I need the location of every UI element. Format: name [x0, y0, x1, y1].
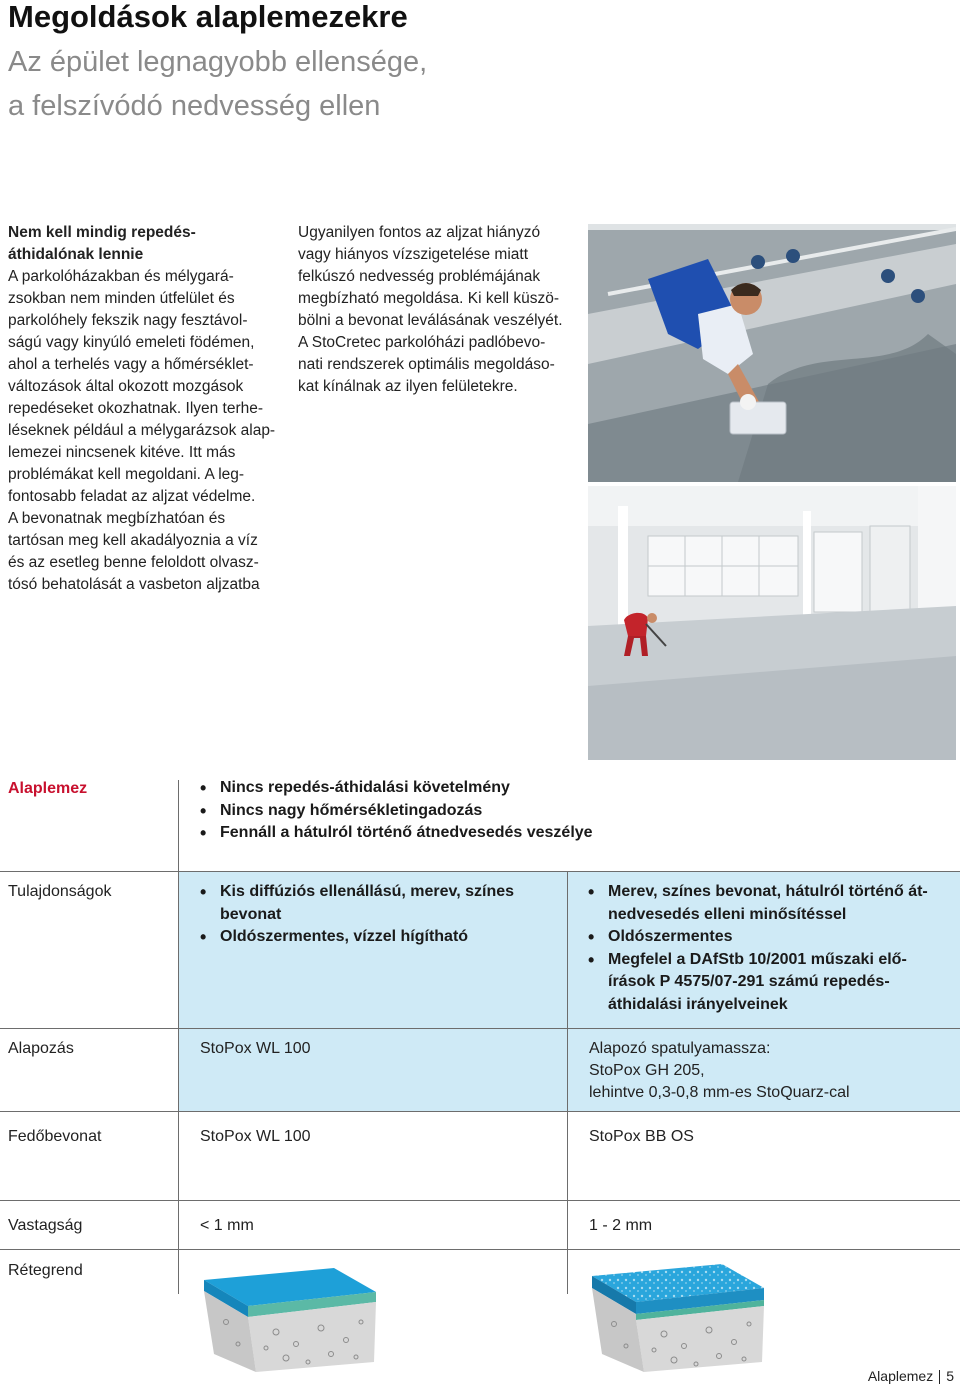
primer-col2-line1: Alapozó spatulyamassza: [589, 1040, 771, 1057]
row-label-vastagsag: Vastagság [8, 1217, 83, 1234]
photo-hall-floor-coating [588, 486, 956, 760]
layer-diagram-thin [196, 1262, 382, 1374]
list-item: • Megfelel a DAfStb 10/2001 műszaki elő- írások P 4575/07-291 számú repedés- áthidalási irányelveinek [586, 949, 958, 1017]
list-item: • Oldószermentes, vízzel hígítható [198, 926, 558, 949]
alaplemez-bullets [198, 777, 898, 845]
intro-right-text: Ugyanilyen fontos az aljzat hiányzó vagy hiányos vízszigetelése miatt felkúszó nedvesség problémájának megbízható megoldása. Ki kell küszö- bölni a bevonat leválásának veszélyét. A StoCretec parkolóházi padlóbevo- nati rendszerek optimális megoldáso- kat kínálnak az ilyen felületekre. [298, 224, 563, 395]
divider [0, 1249, 960, 1250]
photo-worker-drawing [588, 224, 956, 482]
page-footer [868, 1368, 954, 1384]
properties-col2-bullets [586, 881, 958, 1016]
column-divider [567, 872, 568, 1294]
layer-diagram-thick [584, 1262, 770, 1374]
list-item: • Oldószermentes [586, 926, 958, 949]
divider [0, 1111, 960, 1112]
page-subtitle-line-1: Az épület legnagyobb ellensége, [8, 46, 428, 78]
photo-worker-applying-coating [588, 224, 956, 482]
row-label-tulajdonsagok: Tulajdonságok [8, 883, 112, 900]
intro-lead-heading: Nem kell mindig repedés- áthidalónak lennie [8, 224, 196, 263]
primer-col1: StoPox WL 100 [200, 1040, 311, 1057]
intro-left-column [8, 222, 286, 596]
properties-col1-bullets [198, 881, 558, 949]
intro-right-column [298, 222, 580, 398]
list-item: • Kis diffúziós ellenállású, merev, színes bevonat [198, 881, 558, 926]
thickness-col2: 1 - 2 mm [589, 1217, 653, 1234]
intro-left-text: A parkolóházakban és mélygará- zsokban nem minden útfelület és parkolóhely fekszik nagy fesztávol- ságú vagy kinyúló emeleti födémen, ahol a terhelés vagy a hőmérséklet- változások által okozott mozgások repedéseket okozhatnak. Ilyen terhe- léseknek például a mélygarázsok alap- lemezei nincsenek kitéve. Itt más problémákat kell megoldani. A leg- fontosabb feladat az aljzat védelme. A bevonatnak megbízhatóan és tartósan meg kell akadályoznia a víz és az esetleg benne feloldott olvasz- tósó behatolását a vasbeton aljzatba [8, 268, 276, 593]
list-item: • Nincs nagy hőmérsékletingadozás [198, 800, 898, 823]
page-title: Megoldások alaplemezekre [8, 0, 408, 34]
divider [0, 871, 960, 872]
column-divider [178, 780, 179, 1294]
topcoat-col2: StoPox BB OS [589, 1128, 694, 1145]
footer-section: Alaplemez [867, 1368, 934, 1384]
thickness-col1: < 1 mm [200, 1217, 254, 1234]
photo-hall-drawing [588, 486, 956, 760]
divider [0, 1200, 960, 1201]
list-item: • Merev, színes bevonat, hátulról történő át- nedvesedés elleni minősítéssel [586, 881, 958, 926]
primer-col2-line3: lehintve 0,3-0,8 mm-es StoQuarz-cal [589, 1084, 850, 1101]
row-label-retegrend: Rétegrend [8, 1262, 83, 1279]
list-item: • Fennáll a hátulról történő átnedvesedés veszélye [198, 822, 898, 845]
divider [0, 1028, 960, 1029]
page-number: 5 [946, 1368, 954, 1384]
row-label-alapozas: Alapozás [8, 1040, 74, 1057]
row-label-fedobevonat: Fedőbevonat [8, 1128, 102, 1145]
page-subtitle-line-2: a felszívódó nedvesség ellen [8, 90, 381, 122]
topcoat-col1: StoPox WL 100 [200, 1128, 311, 1145]
row-label-alaplemez: Alaplemez [8, 780, 88, 797]
footer-separator [939, 1370, 940, 1384]
list-item: • Nincs repedés-áthidalási követelmény [198, 777, 898, 800]
primer-col2-line2: StoPox GH 205, [589, 1062, 705, 1079]
